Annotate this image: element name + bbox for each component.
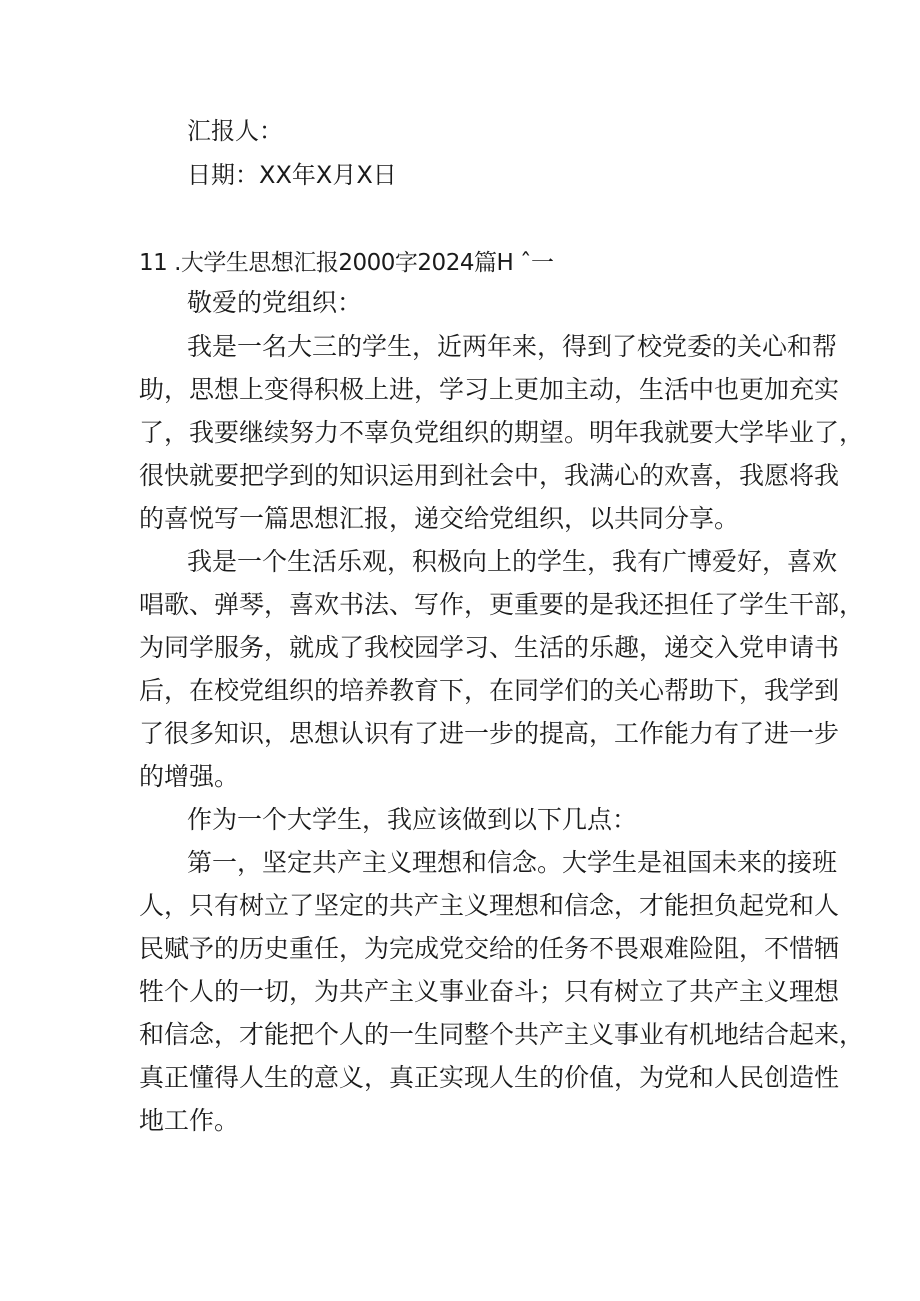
paragraph-4-line-7: 地工作。 bbox=[139, 1106, 240, 1135]
paragraph-4-line-3: 民赋予的历史重任，为完成党交给的任务不畏艰难险阻，不惜牺 bbox=[139, 934, 840, 963]
section-heading: 11 .大学生思想汇报2000字2024篇H ˆ一 bbox=[139, 250, 554, 276]
paragraph-4-line-4: 牲个人的一切，为共产主义事业奋斗；只有树立了共产主义理想 bbox=[139, 977, 840, 1006]
paragraph-2-line-5: 了很多知识，思想认识有了进一步的提高，工作能力有了进一步 bbox=[139, 719, 840, 748]
paragraph-4-line-5: 和信念，才能把个人的一生同整个共产主义事业有机地结合起来， bbox=[139, 1020, 865, 1049]
paragraph-1-line-5: 的喜悦写一篇思想汇报，递交给党组织，以共同分享。 bbox=[139, 504, 740, 533]
paragraph-2-line-2: 唱歌、弹琴，喜欢书法、写作，更重要的是我还担任了学生干部， bbox=[139, 590, 865, 619]
paragraph-2-line-1: 我是一个生活乐观，积极向上的学生，我有广博爱好，喜欢 bbox=[187, 547, 838, 576]
paragraph-1-line-4: 很快就要把学到的知识运用到社会中，我满心的欢喜，我愿将我 bbox=[139, 461, 840, 490]
date-label: 日期：XX年X月X日 bbox=[187, 161, 397, 189]
paragraph-4-line-6: 真正懂得人生的意义，真正实现人生的价值，为党和人民创造性 bbox=[139, 1063, 840, 1092]
paragraph-1-line-3: 了，我要继续努力不辜负党组织的期望。明年我就要大学毕业了， bbox=[139, 418, 865, 447]
paragraph-2-line-4: 后，在校党组织的培养教育下，在同学们的关心帮助下，我学到 bbox=[139, 676, 840, 705]
paragraph-2-line-3: 为同学服务，就成了我校园学习、生活的乐趣，递交入党申请书 bbox=[139, 633, 840, 662]
salutation: 敬爱的党组织： bbox=[187, 288, 363, 317]
paragraph-1-line-2: 助，思想上变得积极上进，学习上更加主动，生活中也更加充实 bbox=[139, 375, 840, 404]
paragraph-4-line-1: 第一，坚定共产主义理想和信念。大学生是祖国未来的接班 bbox=[187, 848, 838, 877]
paragraph-1-line-1: 我是一名大三的学生，近两年来，得到了校党委的关心和帮 bbox=[187, 332, 838, 361]
reporter-label: 汇报人： bbox=[187, 117, 283, 145]
paragraph-2-line-6: 的增强。 bbox=[139, 762, 240, 791]
paragraph-4-line-2: 人，只有树立了坚定的共产主义理想和信念，才能担负起党和人 bbox=[139, 891, 840, 920]
paragraph-3-line-1: 作为一个大学生，我应该做到以下几点： bbox=[187, 805, 638, 834]
